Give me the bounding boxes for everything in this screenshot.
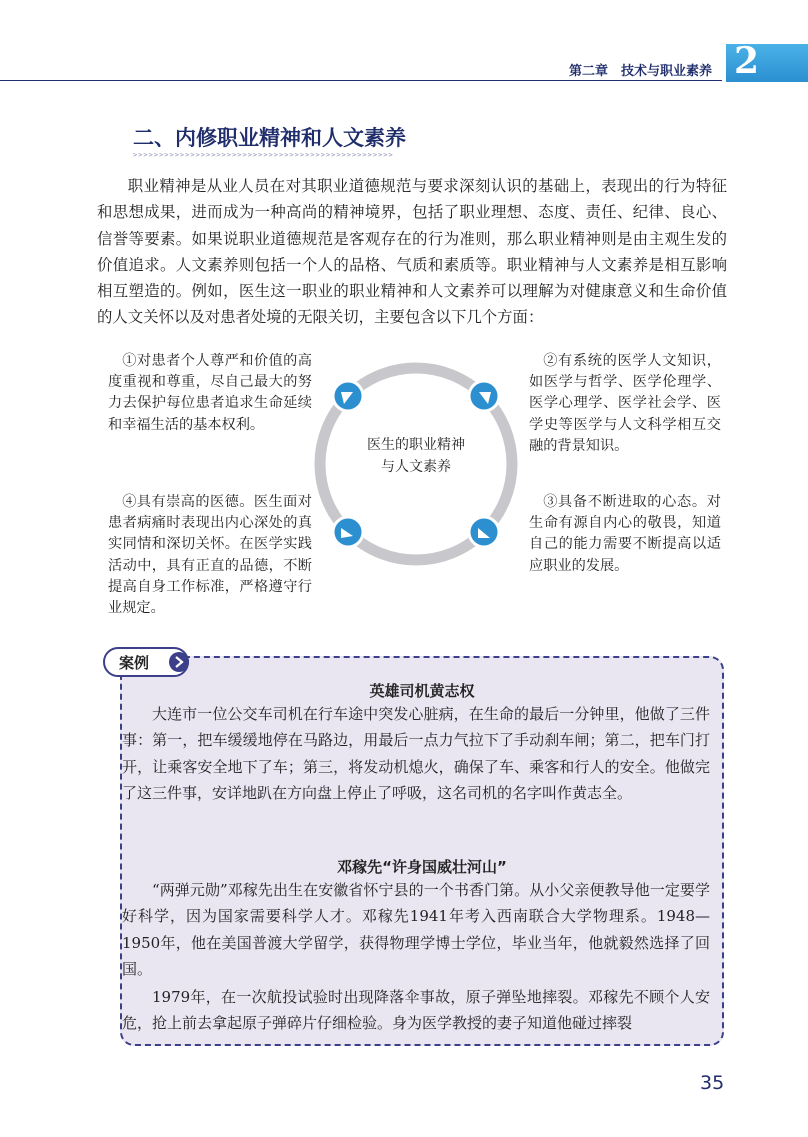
header-rule [0, 80, 722, 81]
story1-text: 大连市一位公交车司机在行车途中突发心脏病，在生命的最后一分钟里，他做了三件事：第一，把车缓缓地停在马路边，用最后一点力气拉下了手动刹车闸；第二，把车门打开，让乘客安全地下了车；第三，将发动机熄火，确保了车、乘客和行人的安全。他做完了这三件事，安详地趴在方向盘上停止了呼吸，这名司机的名字叫作黄志全。 [122, 705, 710, 802]
section-title: 二、内修职业精神和人文素养 [133, 126, 406, 150]
chapter-number: 2 [734, 40, 760, 82]
center-line-2: 与人文素养 [381, 459, 451, 475]
section-rule: >>>>>>>>>>>>>>>>>>>>>>>>>>>>>>>>>>>>>>>>>>>>>>>>>> [133, 151, 394, 159]
case-arrow-icon [168, 651, 190, 673]
node-top-right-icon [469, 381, 499, 411]
chapter-header: 第二章 技术与职业素养 [568, 64, 712, 79]
node-bottom-right-icon [469, 517, 499, 547]
story2-text-2: 1979年，在一次航投试验时出现降落伞事故，原子弹坠地摔裂。邓稼先不顾个人安危，抢上前去拿起原子弹碎片仔细检验。身为医学教授的妻子知道他碰过摔裂 [122, 988, 710, 1033]
point-1: ①对患者个人尊严和价值的高度重视和尊重，尽自己最大的努力去保护每位患者追求生命延续和幸福生活的基本权利。 [108, 353, 312, 433]
story2-text-1: “两弹元勋”邓稼先出生在安徽省怀宁县的一个书香门第。从小父亲便教导他一定要学好科学，因为国家需要科学人才。邓稼先1941年考入西南联合大学物理系。1948—1950年，他在美国普渡大学留学，获得物理学博士学位，毕业当年，他就毅然选择了回国。 [122, 881, 710, 978]
point-2: ②有系统的医学人文知识，如医学与哲学、医学伦理学、医学心理学、医学社会学、医学史等医学与人文科学相互交融的背景知识。 [529, 353, 721, 454]
page-number: 35 [700, 1072, 725, 1094]
center-line-1: 医生的职业精神 [367, 437, 465, 453]
story2-title: 邓稼先“许身国威壮河山” [337, 858, 507, 876]
body-paragraph: 职业精神是从业人员在对其职业道德规范与要求深刻认识的基础上，表现出的行为特征和思想成果，进而成为一种高尚的精神境界，包括了职业理想、态度、责任、纪律、良心、信誉等要素。如果说职业道德规范是客观存在的行为准则，那么职业精神则是由主观生发的价值追求。人文素养则包括一个人的品格、气质和素质等。职业精神与人文素养是相互影响相互塑造的。例如，医生这一职业的职业精神和人文素养可以理解为对健康意义和生命价值的人文关怀以及对患者处境的无限关切，主要包含以下几个方面： [97, 177, 727, 327]
point-4: ④具有崇高的医德。医生面对患者病痛时表现出内心深处的真实同情和深切关怀。在医学实践活动中，具有正直的品德，不断提高自身工作标准，严格遵守行业规定。 [108, 494, 312, 617]
point-3: ③具备不断进取的心态。对生命有源自内心的敬畏，知道自己的能力需要不断提高以适应职业的发展。 [529, 494, 721, 574]
diagram-center-text [340, 434, 492, 478]
node-bottom-left-icon [333, 517, 363, 547]
story1-title: 英雄司机黄志权 [369, 682, 475, 700]
node-top-left-icon [333, 381, 363, 411]
case-label: 案例 [119, 654, 150, 672]
